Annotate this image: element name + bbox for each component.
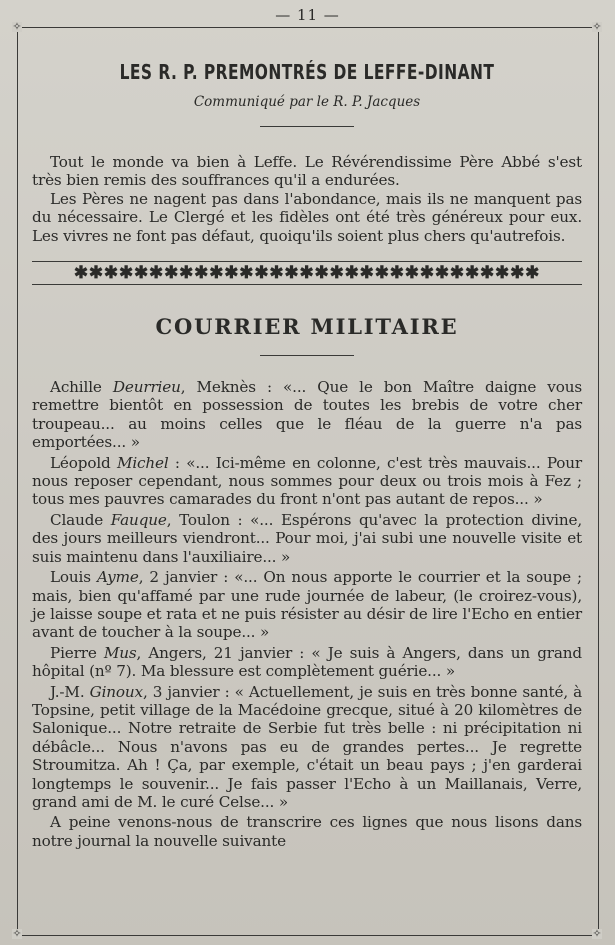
corner-ornament-icon: ✧ [592,20,602,33]
corner-ornament-icon: ✧ [12,20,22,33]
sender-first-name: J.-M. [50,682,85,701]
intro-paragraph: Tout le monde va bien à Leffe. Le Révérendissime Père Abbé s'est très bien remis des souffrances qu'il a endurées. [32,153,582,190]
letter-text: , 2 janvier : «... On nous apporte le courrier et la soupe ; mais, bien qu'affamé par une rude journée de labeur, (le croirez-vous), je laisse soupe et rata et ne puis résister au désir de lire l'Echo en entier avant de toucher à la soupe... » [32,568,582,642]
letter-item [32,511,582,566]
letter-item [32,568,582,642]
sender-first-name: Louis [50,568,91,587]
sender-last-name: Mus [103,643,137,662]
letter-item [32,378,582,452]
letters-list [32,378,582,850]
corner-ornament-icon: ✧ [592,927,602,940]
page-number: — 11 — [275,6,340,24]
letter-text: , Toulon : «... Espérons qu'avec la protection divine, des jours meilleurs viendront... Pour moi, j'ai subi une nouvelle visite et suis maintenu dans l'auxiliaire... » [32,510,582,566]
sender-first-name: Claude [50,510,104,529]
corner-ornament-icon: ✧ [12,927,22,940]
article-content [32,27,582,852]
sender-last-name: Ginoux [89,682,143,701]
letter-text: , Angers, 21 janvier : « Je suis à Angers, dans un grand hôpital (nº 7). Ma blessure est complètement guérie... » [32,643,582,681]
sender-last-name: Ayme [96,568,139,587]
article-title: LES R. P. PREMONTRÉS DE LEFFE-DINANT [119,60,495,84]
star-divider: ✱✱✱✱✱✱✱✱✱✱✱✱✱✱✱✱✱✱✱✱✱✱✱✱✱✱✱✱✱✱✱ [32,261,582,285]
divider-rule [260,355,354,356]
sender-last-name: Fauque [110,510,167,529]
article-subtitle: Communiqué par le R. P. Jacques [193,94,421,110]
letter-item [32,683,582,812]
letter-text: , Meknès : «... Que le bon Maître daigne vous remettre bientôt en possession de toutes les brebis de votre cher troupeau... au moins celles que le fléau de la guerre n'a pas emportées... » [32,378,582,452]
intro-text [32,153,582,245]
closing-paragraph: A peine venons-nous de transcrire ces lignes que nous lisons dans notre journal la nouvelle suivante [32,813,582,850]
intro-paragraph: Les Pères ne nagent pas dans l'abondance, mais ils ne manquent pas du nécessaire. Le Clergé et les fidèles ont été très généreux pour eux. Les vivres ne font pas défaut, quoiqu'ils soient plus chers qu'autrefois. [32,189,582,245]
letter-item [32,644,582,681]
letter-text: , 3 janvier : « Actuellement, je suis en très bonne santé, à Topsine, petit village de la Macédoine grecque, situé à 20 kilomètres de Salonique... Notre retraite de Serbie fut très belle : ni précipitation ni débâcle... Nous n'avons pas eu de grandes pertes... Je regrette Stroumitza. Ah ! Ça, par exemple, c'était un beau pays ; j'en garderai longtemps le souvenir... Je fais passer l'Echo à un Maillanais, Verre, grand ami de M. le curé Celse... » [32,682,582,811]
sender-last-name: Michel [116,453,169,472]
letter-item [32,454,582,509]
section-title: COURRIER MILITAIRE [155,314,459,340]
sender-last-name: Deurrieu [112,378,181,397]
sender-first-name: Léopold [50,453,111,472]
sender-first-name: Achille [50,378,102,397]
letter-text: : «... Ici-même en colonne, c'est très mauvais... Pour nous reposer cependant, nous sommes pour deux ou trois mois à Fez ; tous mes pauvres camarades du front n'ont pas autant de repos... » [32,453,583,509]
sender-first-name: Pierre [50,643,97,662]
divider-rule [260,126,354,127]
